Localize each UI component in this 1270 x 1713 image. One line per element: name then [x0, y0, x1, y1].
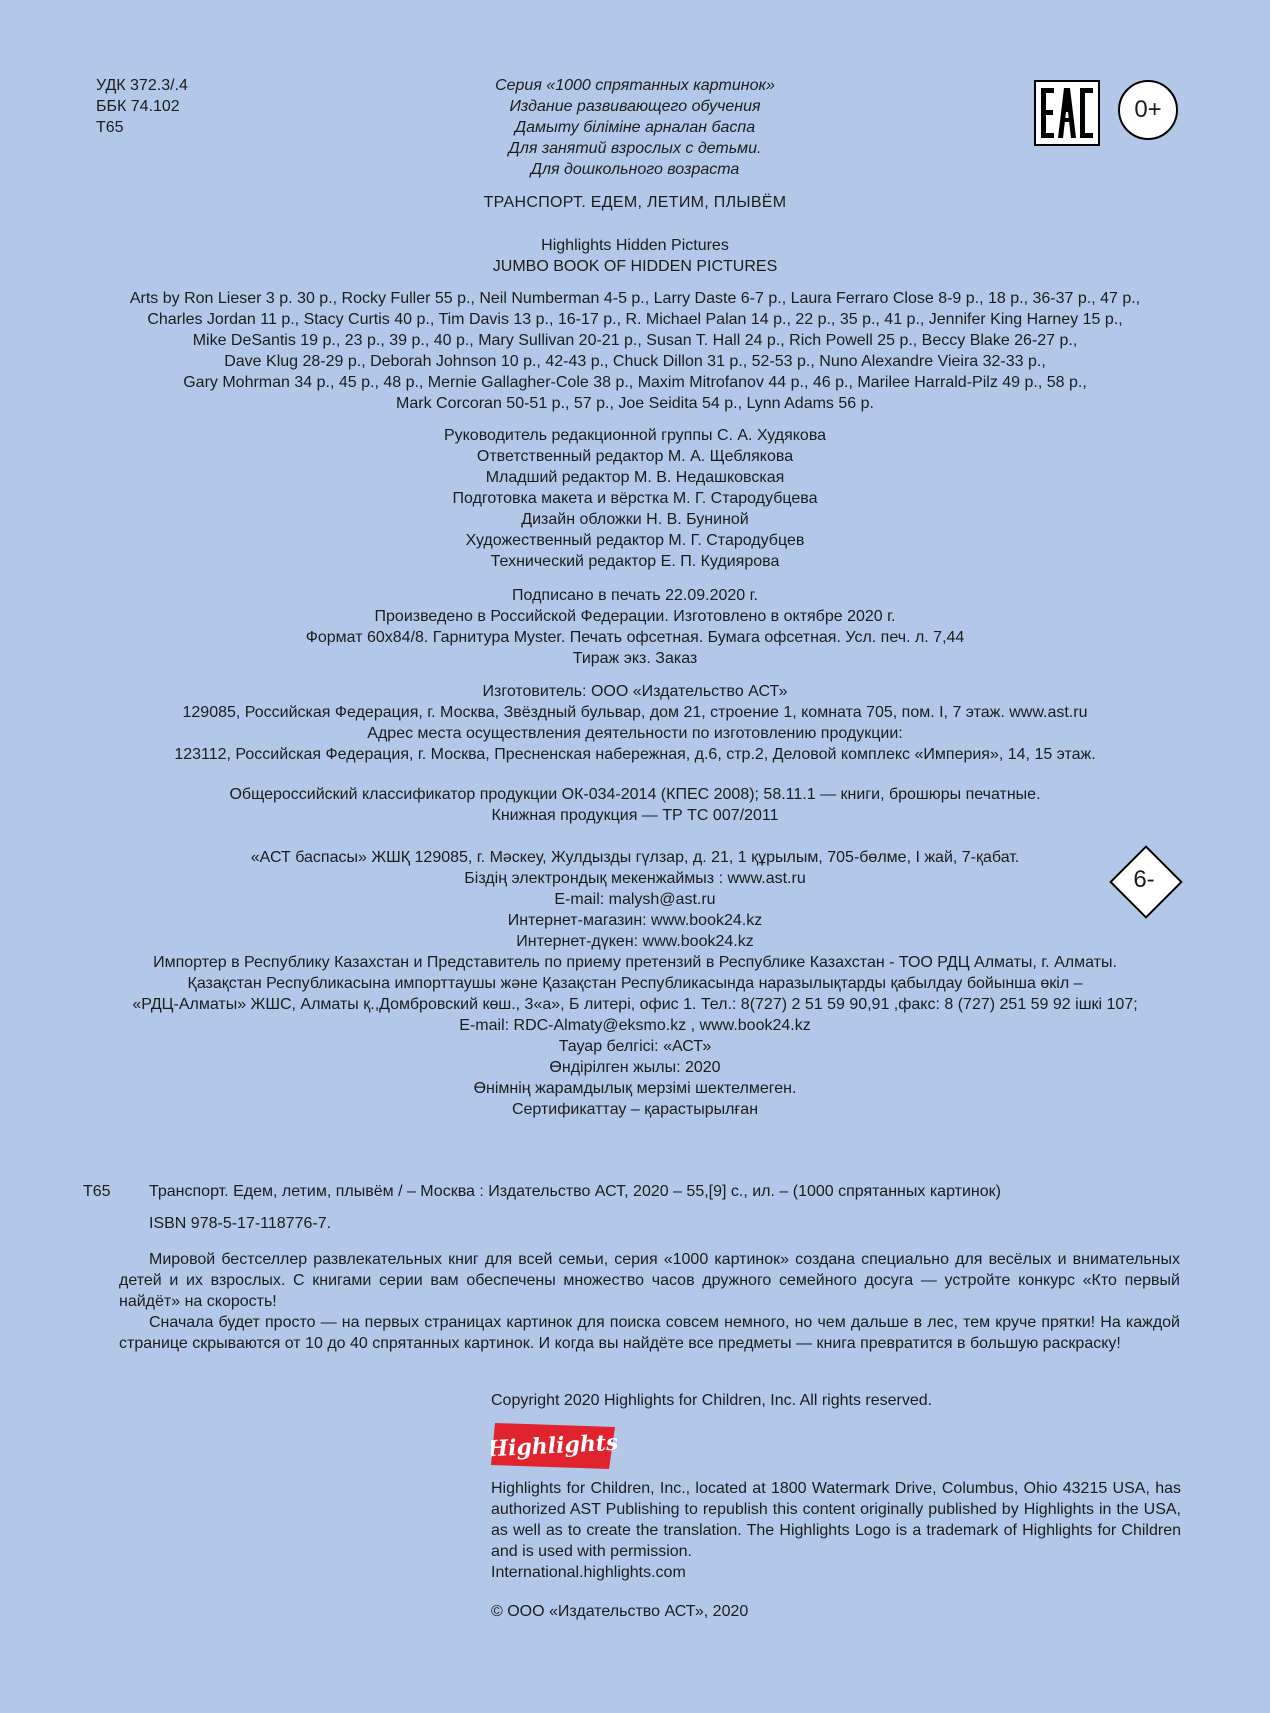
kz-info-line: Импортер в Республику Казахстан и Представитель по приему претензий в Республике Казахстан - ТОО РДЦ Алматы, г. Алматы.	[153, 954, 1117, 971]
editors-line: Подготовка макета и вёрстка М. Г. Стародубцева	[452, 490, 818, 507]
biblio-text: Транспорт. Едем, летим, плывём / – Москва : Издательство АСТ, 2020 – 55,[9] с., ил. – (1000 спрятанных картинок)	[149, 1183, 1001, 1200]
artists-line: Charles Jordan 11 p., Stacy Curtis 40 p., Tim Davis 13 p., 16-17 p., R. Michael Palan 14 p., 22 p., 35 p., 41 p., Jennifer King Harney 15 p.,	[147, 311, 1123, 328]
kz-info-line: Өнімнің жарамдылық мерзімі шектелмеген.	[473, 1080, 797, 1097]
editors-line: Технический редактор Е. П. Кудиярова	[490, 553, 780, 570]
biblio-code: Т65	[83, 1183, 111, 1200]
artists-line: Arts by Ron Lieser 3 p. 30 p., Rocky Fuller 55 p., Neil Numberman 4-5 p., Larry Daste 6-7 p., Laura Ferraro Close 8-9 p., 18 p., 36-37 p., 47 p.,	[129, 290, 1141, 307]
printing-line: Тираж экз. Заказ	[572, 650, 698, 667]
series-info	[435, 75, 835, 180]
annotation	[119, 1249, 1180, 1354]
printing-info	[40, 585, 1230, 669]
classification-codes	[96, 75, 188, 138]
kz-info-line: Өндірілген жылы: 2020	[549, 1059, 721, 1076]
kz-info-line: Интернет-дүкен: www.book24.kz	[516, 933, 754, 950]
license-url: International.highlights.com	[491, 1564, 686, 1581]
codes-line: УДК 372.3/.4	[96, 77, 188, 94]
book-title	[40, 192, 1230, 213]
copyright-highlights: Copyright 2020 Highlights for Children, Inc. All rights reserved.	[491, 1392, 933, 1409]
kz-info-line: Қазақстан Республикасына импорттаушы және Қазақстан Республикасында наразылықтарды қабылдау бойынша өкіл –	[187, 975, 1083, 992]
original-title	[40, 235, 1230, 277]
printing-line: Произведено в Российской Федерации. Изготовлено в октябре 2020 г.	[374, 608, 896, 625]
artists-line: Gary Mohrman 34 p., 45 p., 48 p., Mernie Gallagher-Cole 38 p., Maxim Mitrofanov 44 p., 46 p., Marilee Harrald-Pilz 49 p., 58 p.,	[183, 374, 1087, 391]
classifier-line: Общероссийский классификатор продукции ОК-034-2014 (КПЕС 2008); 58.11.1 — книги, брошюры печатные.	[229, 786, 1041, 803]
editors-line: Руководитель редакционной группы С. А. Худякова	[443, 427, 827, 444]
maker-line: Адрес места осуществления деятельности по изготовлению продукции:	[367, 725, 903, 742]
kz-info-line: Интернет-магазин: www.book24.kz	[507, 912, 763, 929]
logo-text: Highlights	[491, 1429, 617, 1463]
highlights-logo	[491, 1421, 617, 1471]
maker-line: 123112, Российская Федерация, г. Москва, Пресненская набережная, д.6, стр.2, Деловой комплекс «Империя», 14, 15 этаж.	[174, 746, 1096, 763]
maker-line: Изготовитель: ООО «Издательство АСТ»	[482, 683, 788, 700]
series-lines-line: Для дошкольного возраста	[530, 161, 740, 178]
maker-line: 129085, Российская Федерация, г. Москва, Звёздный бульвар, дом 21, строение 1, комната 705, пом. I, 7 этаж. www.ast.ru	[182, 704, 1088, 721]
editors-line: Ответственный редактор М. А. Щеблякова	[476, 448, 794, 465]
annotation-paragraph: Сначала будет просто — на первых страницах картинок для поиска совсем немного, но чем дальше в лес, тем круче прятки! На каждой странице скрываются от 10 до 40 спрятанных картинок. И когда вы найдёте все предметы — книга превратится в большую раскраску!	[119, 1314, 1180, 1352]
editors-line: Младший редактор М. В. Недашковская	[485, 469, 785, 486]
series-lines-line: Для занятий взрослых с детьми.	[508, 140, 762, 157]
title-text: ТРАНСПОРТ. ЕДЕМ, ЛЕТИМ, ПЛЫВЁМ	[483, 194, 787, 211]
series-lines-line: Серия «1000 спрятанных картинок»	[495, 77, 775, 94]
editorial-team	[40, 425, 1230, 572]
kz-info-line: Біздің электрондық мекенжаймыз : www.ast.ru	[464, 870, 806, 887]
artists-line: Mike DeSantis 19 p., 23 p., 39 p., 40 p., Mary Sullivan 20-21 p., Susan T. Hall 24 p., Rich Powell 25 p., Beccy Blake 26-27 p.,	[192, 332, 1078, 349]
codes-line: ББК 74.102	[96, 98, 180, 115]
original-title-line: JUMBO BOOK OF HIDDEN PICTURES	[492, 258, 778, 275]
artists-credits	[40, 288, 1230, 414]
license-text	[491, 1478, 1181, 1583]
series-lines-line: Дамыту біліміне арналан баспа	[514, 119, 756, 136]
codes-line: Т65	[96, 119, 124, 136]
kz-info-line: «АСТ баспасы» ЖШҚ 129085, г. Мәскеу, Жулдызды гүлзар, д. 21, 1 құрылым, 705-бөлме, I жай, 7-қабат.	[250, 849, 1020, 866]
classifier-line: Книжная продукция — ТР ТС 007/2011	[491, 807, 779, 824]
kz-info-line: Сертификаттау – қарастырылған	[511, 1101, 759, 1118]
eac-mark-icon	[1034, 80, 1100, 146]
original-title-line: Highlights Hidden Pictures	[541, 237, 729, 254]
printing-line: Подписано в печать 22.09.2020 г.	[512, 587, 758, 604]
kz-info-line: E-mail: malysh@ast.ru	[554, 891, 716, 908]
kz-info-line: Тауар белгісі: «АСТ»	[558, 1038, 712, 1055]
age-rating-badge: 0+	[1118, 80, 1178, 140]
annotation-paragraph: Мировой бестселлер развлекательных книг для всей семьи, серия «1000 картинок» создана специально для весёлых и внимательных детей и их взрослых. С книгами серии вам обеспечены множество часов дружного семейного досуга — устройте конкурс «Кто первый найдёт» на скорость!	[119, 1251, 1180, 1310]
editors-line: Художественный редактор М. Г. Стародубцев	[465, 532, 805, 549]
artists-line: Mark Corcoran 50-51 p., 57 p., Joe Seidita 54 p., Lynn Adams 56 p.	[396, 395, 874, 412]
classifier-info	[40, 784, 1230, 826]
kz-info-line: E-mail: RDC-Almaty@eksmo.kz , www.book24.kz	[459, 1017, 811, 1034]
copyright-ast: © ООО «Издательство АСТ», 2020	[491, 1603, 749, 1620]
printing-line: Формат 60x84/8. Гарнитура Myster. Печать офсетная. Бумага офсетная. Усл. печ. л. 7,44	[305, 629, 965, 646]
series-lines-line: Издание развивающего обучения	[509, 98, 761, 115]
editors-line: Дизайн обложки Н. В. Буниной	[521, 511, 749, 528]
manufacturer-info	[40, 681, 1230, 765]
age-kz-label: 6-	[1133, 866, 1155, 893]
isbn: ISBN 978-5-17-118776-7.	[149, 1215, 332, 1232]
artists-line: Dave Klug 28-29 p., Deborah Johnson 10 p., 42-43 p., Chuck Dillon 31 p., 52-53 p., Nuno Alexandre Vieira 32-33 p.,	[224, 353, 1046, 370]
license-body: Highlights for Children, Inc., located at 1800 Watermark Drive, Columbus, Ohio 43215 USA, has authorized AST Publishing to republish this content originally published by Highlights in the USA, as well as to create the translation. The Highlights Logo is a trademark of Highlights for Children and is used with permission.	[491, 1480, 1181, 1560]
kz-info-line: «РДЦ-Алматы» ЖШС, Алматы қ.,Домбровский көш., 3«а», Б литерi, офис 1. Тел.: 8(727) 2 51 59 90,91 ,факс: 8 (727) 251 59 92 ішкі 107;	[132, 996, 1138, 1013]
kazakhstan-info	[40, 847, 1230, 1120]
